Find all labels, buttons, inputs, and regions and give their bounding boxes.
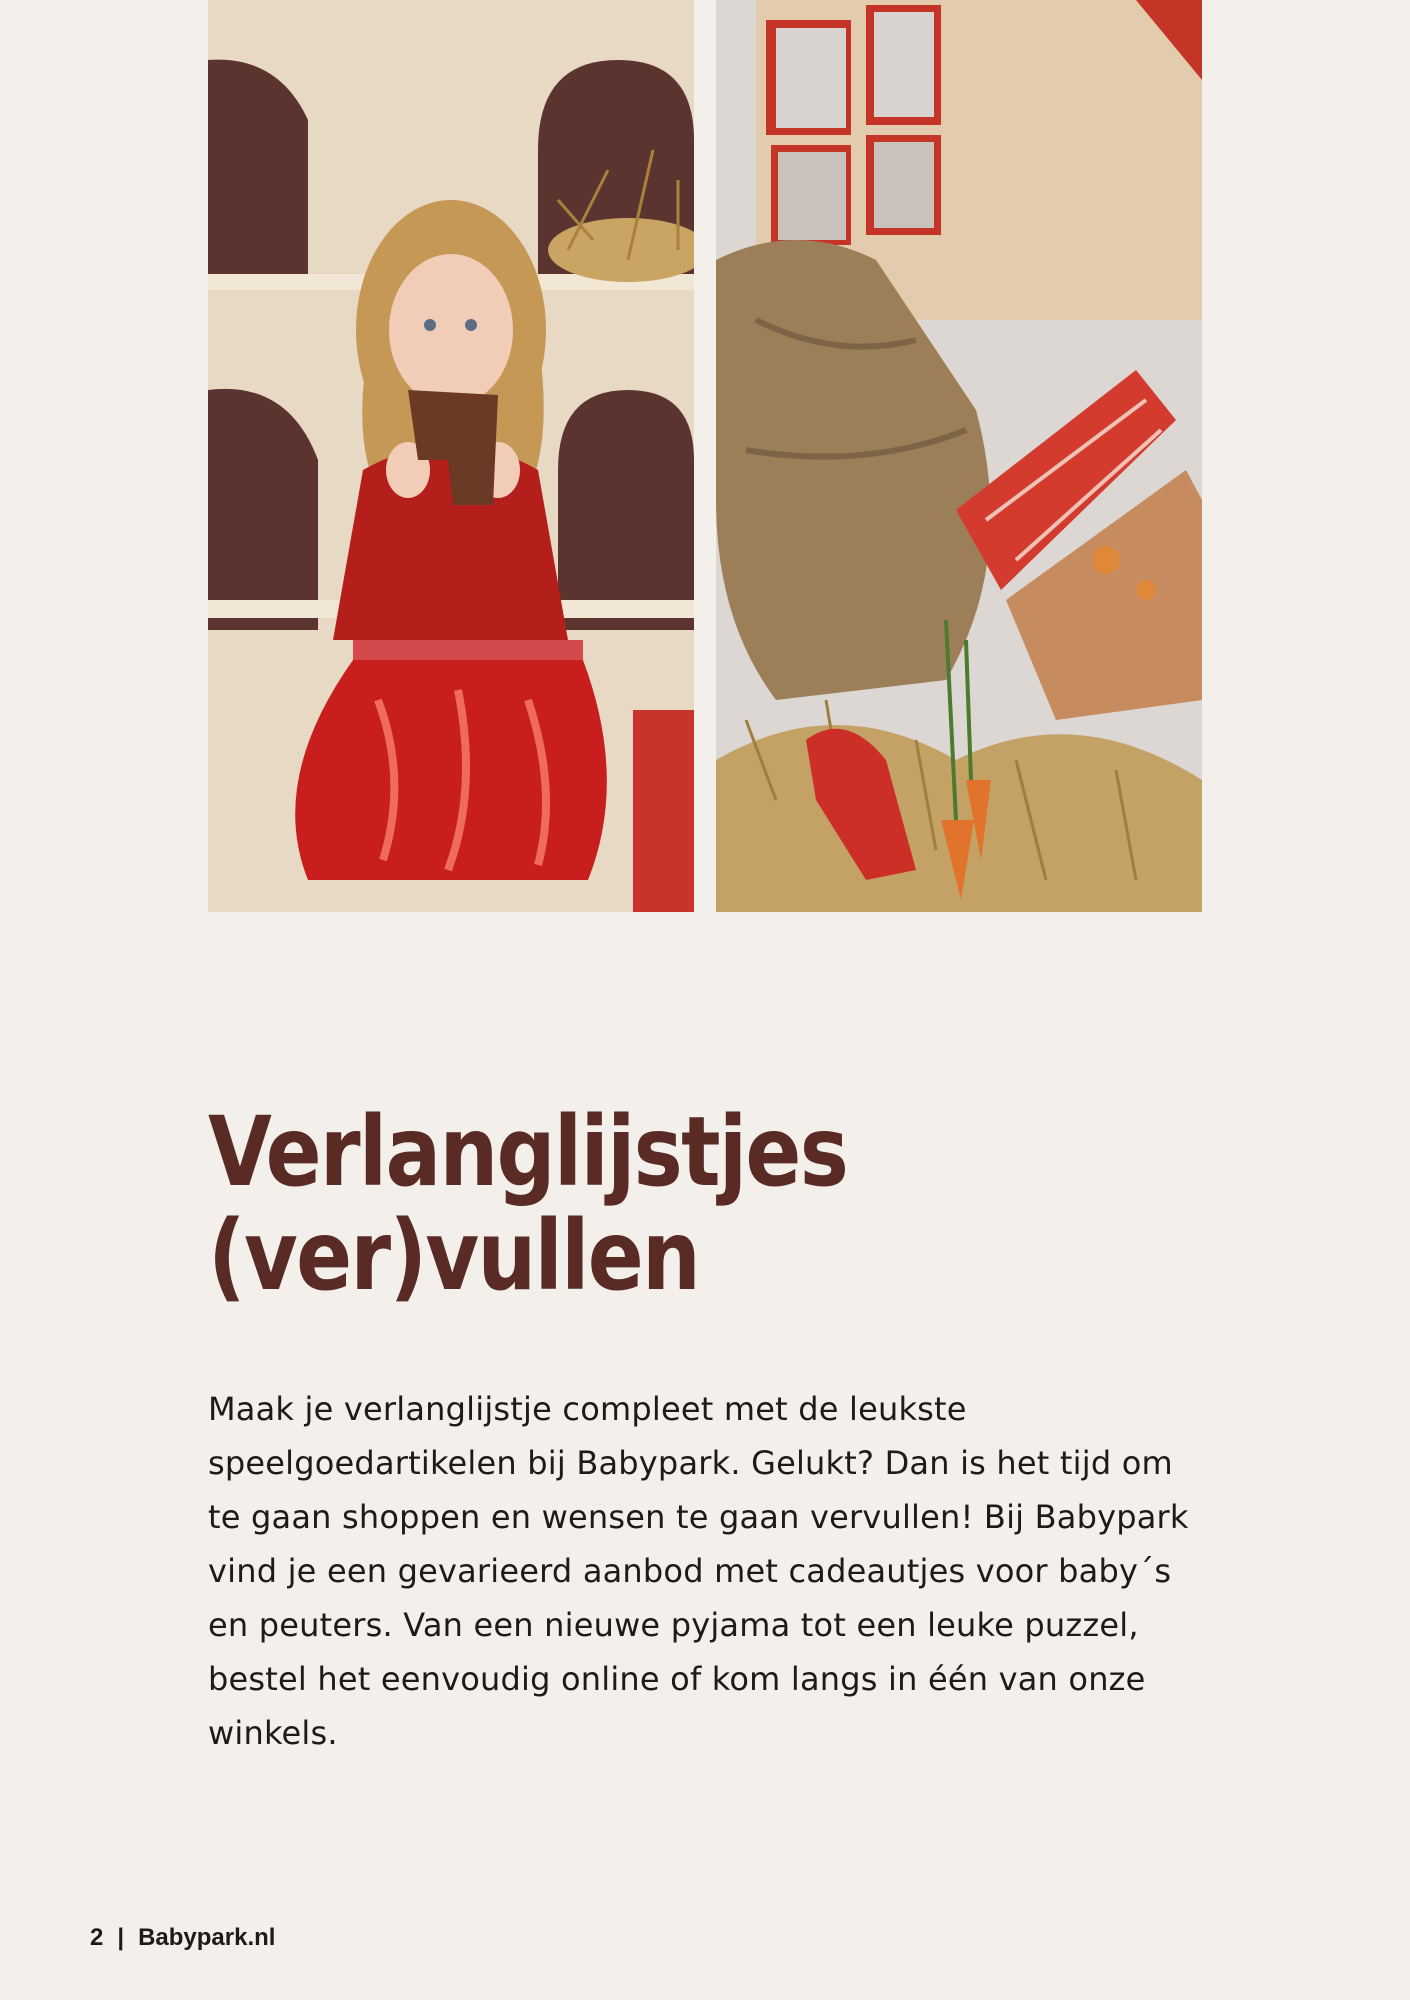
- girl-photo: [208, 0, 694, 912]
- gifts-photo-illustration: [716, 0, 1202, 912]
- page-footer: [90, 1924, 275, 1952]
- headline-line-1: Verlanglijstjes: [208, 1096, 848, 1208]
- page-headline: [208, 1096, 848, 1312]
- gifts-photo: [716, 0, 1202, 912]
- footer-separator: |: [117, 1924, 125, 1951]
- page-number: 2: [90, 1924, 104, 1951]
- site-name: Babypark.nl: [138, 1924, 276, 1951]
- body-paragraph: Maak je verlanglijstje compleet met de leukste speelgoedartikelen bij Babypark. Gelukt? Dan is het tijd om te gaan shoppen en wensen te gaan vervullen! Bij Babypark vind je een gevarieerd aanbod met cadeautjes voor baby´s en peuters. Van een nieuwe pyjama tot een leuke puzzel, bestel het eenvoudig online of kom langs in één van onze winkels.: [208, 1390, 1189, 1752]
- headline-line-2: (ver)vullen: [208, 1200, 700, 1312]
- girl-photo-illustration: [208, 0, 694, 912]
